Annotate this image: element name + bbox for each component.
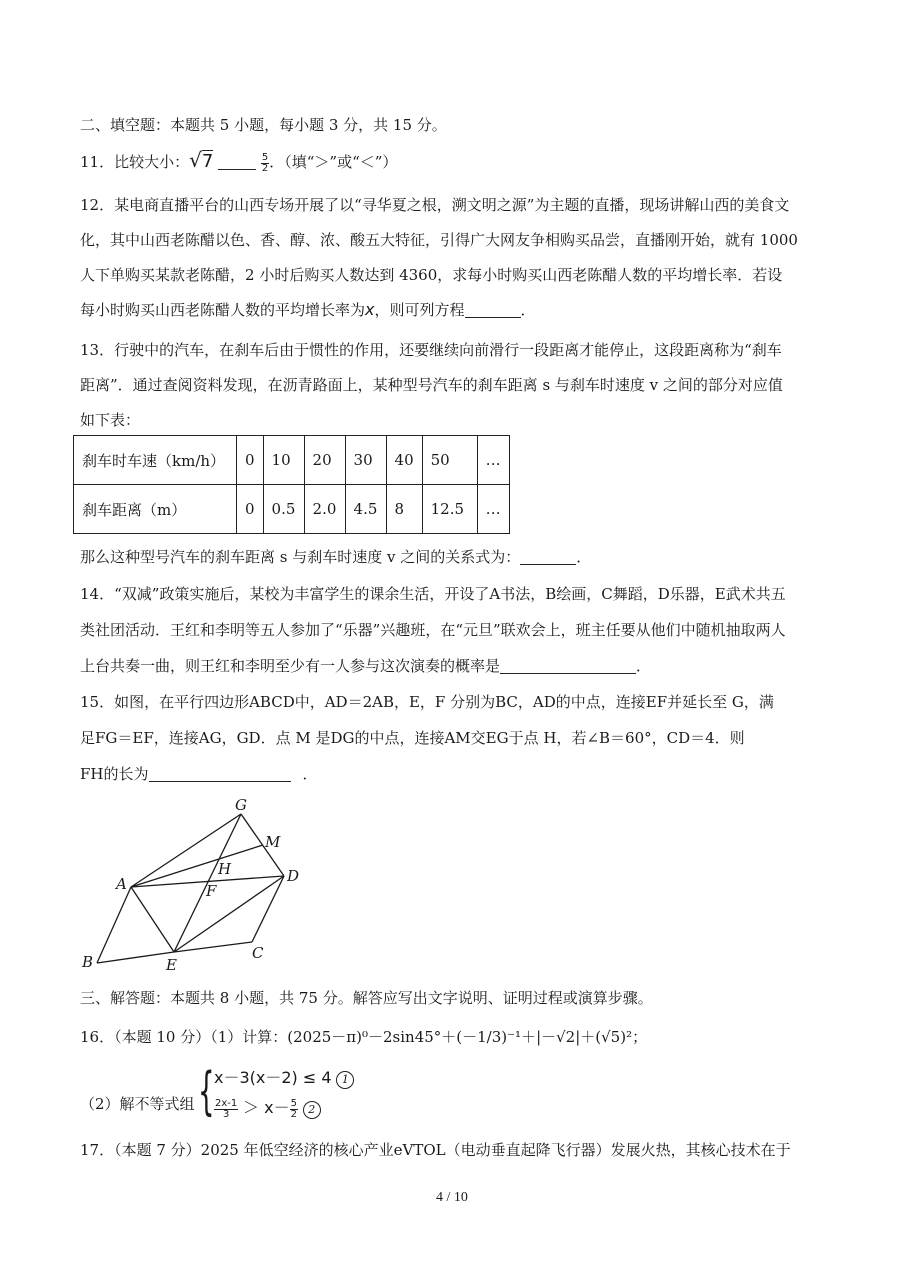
q15-blank [149, 765, 291, 782]
q11-sqrt-arg: 7 [201, 151, 214, 172]
q12-line3: 人下单购买某款老陈醋，2 小时后购买人数达到 4360，求每小时购买山西老陈醋人数的平均增长率．若设 [80, 266, 783, 284]
ineq2-frac-den: 2 [290, 1108, 297, 1120]
segment-BE [97, 952, 174, 963]
page-number: 4 / 10 [436, 1190, 468, 1205]
q11-fraction [261, 153, 269, 174]
label-G: G [235, 796, 247, 814]
ineq2-right-fraction [290, 1099, 298, 1120]
circled-mark-2: 2 [303, 1101, 321, 1119]
table-cell: 10 [263, 436, 304, 485]
q14-line2: 类社团活动．王红和李明等五人参加了“乐器”兴趣班，在“元旦”联欢会上，班主任要从他们中随机抽取两人 [80, 621, 786, 639]
q12-line2: 化，其中山西老陈醋以色、香、醇、浓、酸五大特征，引得广大网友争相购买品尝，直播刚开始，就有 1000 [80, 231, 798, 249]
label-F: F [206, 882, 217, 900]
q11-frac-den: 2 [261, 162, 269, 174]
table-cell: 0.5 [263, 485, 304, 534]
q12-line4c: ． [520, 301, 536, 319]
label-H: H [218, 860, 232, 878]
section2-heading: 二、填空题：本题共 5 小题，每小题 3 分，共 15 分。 [80, 116, 447, 134]
segment-AM [131, 845, 263, 887]
q13-after [80, 547, 830, 567]
q13-blank [520, 548, 576, 565]
q17-line1: 17．（本题 7 分）2025 年低空经济的核心产业eVTOL（电动垂直起降飞行器）发展火热，其核心技术在于 [80, 1141, 791, 1159]
table-cell: 0 [237, 436, 264, 485]
q12-variable: x [365, 300, 375, 319]
label-D: D [287, 867, 300, 885]
label-M: M [265, 833, 281, 851]
table-cell: 12.5 [422, 485, 477, 534]
table-cell: 30 [345, 436, 386, 485]
system-brace: { [198, 1062, 215, 1122]
table-cell: 0 [237, 485, 264, 534]
q15-line3 [80, 764, 830, 784]
ineq2-left-fraction [214, 1099, 238, 1120]
ineq2-frac-num: 5 [290, 1097, 297, 1109]
q13-after-end: ． [576, 548, 592, 566]
label-E: E [166, 956, 177, 972]
table-cell: 2.0 [304, 485, 345, 534]
q12-line4b: ，则可列方程 [374, 301, 465, 319]
parallelogram-figure [76, 792, 316, 972]
table-header-distance: 刹车距离（m） [74, 485, 237, 534]
q15-line1: 15．如图，在平行四边形ABCD中，AD＝2AB，E，F 分别为BC，AD的中点，连接EF并延长至 G，满 [80, 693, 774, 711]
ineq2-rest: ＞ x－ [243, 1098, 290, 1117]
segment-CD [252, 876, 284, 942]
q11-prefix: 11．比较大小： [80, 153, 190, 171]
table-cell: … [477, 485, 509, 534]
table-cell: 50 [422, 436, 477, 485]
table-row [74, 436, 510, 485]
q12-blank [465, 301, 521, 318]
circled-mark-1: 1 [336, 1071, 354, 1089]
q16-part2-label: （2）解不等式组 [80, 1095, 195, 1113]
inequality-1 [214, 1068, 514, 1089]
table-cell: 40 [386, 436, 422, 485]
table-header-speed: 刹车时车速（km/h） [74, 436, 237, 485]
q14-line1: 14．“双减”政策实施后，某校为丰富学生的课余生活，开设了A书法，B绘画，C舞蹈，D乐器，E武术共五 [80, 585, 786, 603]
label-B: B [82, 953, 94, 971]
q16-line1: 16．（本题 10 分）（1）计算：(2025－π)⁰－2sin45°＋(－1/3)⁻¹＋|－√2|＋(√5)²； [80, 1028, 648, 1046]
q13-line2: 距离”．通过查阅资料发现，在沥青路面上，某种型号汽车的刹车距离 s 与刹车时速度 v 之间的部分对应值 [80, 376, 783, 394]
q14-line3b: ． [636, 657, 652, 675]
segment-AE [131, 887, 174, 952]
q13-line3: 如下表： [80, 411, 141, 429]
section3-heading: 三、解答题：本题共 8 小题，共 75 分。解答应写出文字说明、证明过程或演算步骤。 [80, 989, 653, 1007]
q12-line4a: 每小时购买山西老陈醋人数的平均增长率为 [80, 301, 366, 319]
q11-blank [218, 153, 256, 170]
label-A: A [116, 875, 127, 893]
inequality-2 [214, 1098, 514, 1120]
segment-BA [97, 887, 131, 963]
table-cell: … [477, 436, 509, 485]
inequality-1-text: x－3(x－2) ≤ 4 [214, 1068, 332, 1087]
sqrt-symbol: √ [189, 148, 202, 172]
q12-line4 [80, 300, 830, 320]
q15-line3b: ． [302, 765, 318, 783]
table-cell: 8 [386, 485, 422, 534]
q14-blank [500, 657, 636, 674]
table-cell: 20 [304, 436, 345, 485]
q13-line1: 13．行驶中的汽车，在刹车后由于惯性的作用，还要继续向前滑行一段距离才能停止，这段距离称为“刹车 [80, 341, 782, 359]
q14-line3 [80, 656, 830, 676]
table-row [74, 485, 510, 534]
q15-line3a: FH的长为 [80, 765, 149, 783]
ineq2-left-num: 2x-1 [215, 1097, 238, 1109]
q11-frac-num: 5 [261, 151, 269, 163]
ineq2-left-den: 3 [222, 1108, 230, 1120]
q15-line2: 足FG＝EF，连接AG，GD．点 M 是DG的中点，连接AM交EG于点 H，若∠B＝60°，CD＝4．则 [80, 729, 745, 747]
segment-ED [174, 876, 284, 952]
q14-line3a: 上台共奏一曲，则王红和李明至少有一人参与这次演奏的概率是 [80, 657, 501, 675]
table-cell: 4.5 [345, 485, 386, 534]
q11-suffix: ．（填“＞”或“＜”） [269, 153, 398, 171]
q12-line1: 12．某电商直播平台的山西专场开展了以“寻华夏之根，溯文明之源”为主题的直播，现场讲解山西的美食文 [80, 196, 790, 214]
q13-after-text: 那么这种型号汽车的刹车距离 s 与刹车时速度 v 之间的关系式为： [80, 548, 521, 566]
speed-distance-table [73, 435, 510, 534]
label-C: C [252, 944, 264, 962]
q11 [80, 150, 830, 174]
